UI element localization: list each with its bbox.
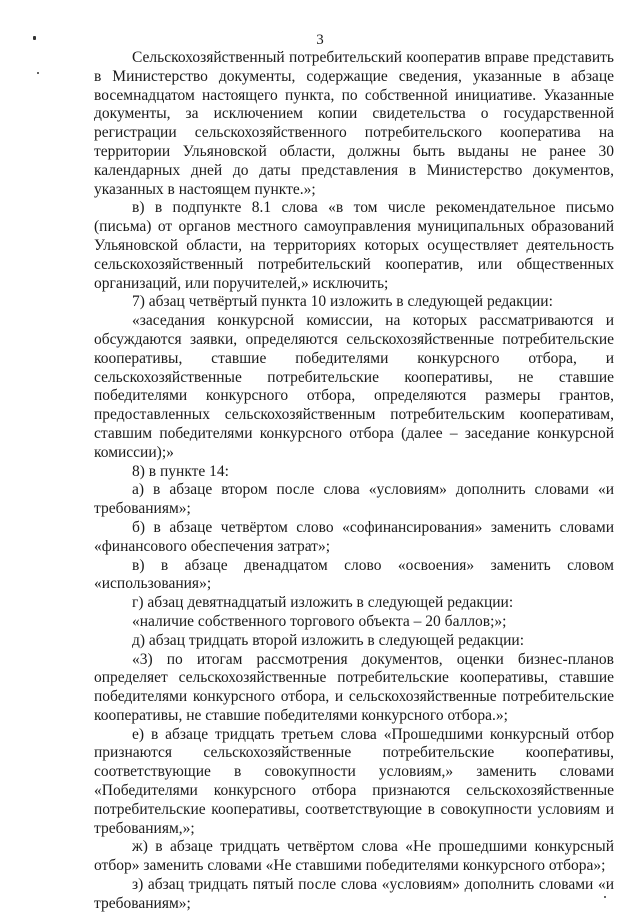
paragraph-sub-d: д) абзац тридцать второй изложить в следующей редакции: [132,631,525,649]
paragraph-item-7: 7) абзац четвёртый пункта 10 изложить в следующей редакции: [132,293,553,311]
paragraph-review-results: «3) по итогам рассмотрения документов, оценки бизнес-планов определяет сельскохозяйственные потребительские кооперативы, ставшие победителями конкурсного отбора, и сельскохозяйственные потребительские кооперативы, не ставшие победителями конкурсного отбора.»; [94,650,614,724]
paragraph-sub-zh: ж) в абзаце тридцать четвёртом слова «Не прошедшими конкурсный отбор» заменить словами «Не ставшими победителями конкурсного отбора»; [94,838,614,875]
page-number: 3 [316,32,324,48]
paragraph-sub-e: е) в абзаце тридцать третьем слова «Прошедшими конкурсный отбор признаются сельскохозяйственные потребительские кооперативы, соответствующие в совокупности условиям,» заменить словами «Победителями конкурсного отбора признаются сельскохозяйственные потребительские кооперативы, соответствующие в совокупности условиям и требованиям,»; [94,725,614,837]
scan-speck [37,72,39,74]
document-body [94,49,614,914]
paragraph-sub-b: б) в абзаце четвёртом слово «софинансирования» заменить словами «финансового обеспечения затрат»; [94,518,614,555]
paragraph-sub-z: з) абзац тридцать пятый после слова «условиям» дополнить словами «и требованиям»; [94,876,614,912]
paragraph-trade-object: «наличие собственного торгового объекта – 20 баллов;»; [132,612,507,630]
paragraph-cooperative-documents: Сельскохозяйственный потребительский кооператив вправе представить в Министерство документы, содержащие сведения, указанные в абзаце восемнадцатом настоящего пункта, по собственной инициативе. Указанные документы, за исключением копии свидетельства о государственной регистрации сельскохозяйственного потребительского кооператива на территории Ульяновской области, должны быть выданы не ранее 30 календарных дней до даты представления в Министерство документов, указанных в настоящем пункте.»; [94,49,614,198]
paragraph-item-v-8-1: в) в подпункте 8.1 слова «в том числе рекомендательное письмо (письма) от органов местного самоуправления муниципальных образований Ульяновской области, на территориях которых осуществляет деятельность сельскохозяйственный потребительский кооператив, или общественных организаций, или поручителей,» исключить; [94,199,614,292]
paragraph-sub-g: г) абзац девятнадцатый изложить в следующей редакции: [132,594,514,612]
paragraph-sub-v: в) в абзаце двенадцатом слово «освоения» заменить словом «использования»; [94,556,614,593]
paragraph-sub-a: а) в абзаце втором после слова «условиям» дополнить словами «и требованиям»; [94,481,614,518]
paragraph-commission-meetings: «заседания конкурсной комиссии, на которых рассматриваются и обсуждаются заявки, определяются сельскохозяйственные потребительские кооперативы, ставшие победителями конкурсного отбора, и сельскохозяйственные потребительские кооперативы, не ставшие победителями конкурсного отбора, определяются размеры грантов, предоставленных сельскохозяйственным потребительским кооперативам, ставшим победителями конкурсного отбора (далее – заседание конкурсной комиссии);» [94,312,614,461]
paragraph-item-8: 8) в пункте 14: [132,462,229,480]
